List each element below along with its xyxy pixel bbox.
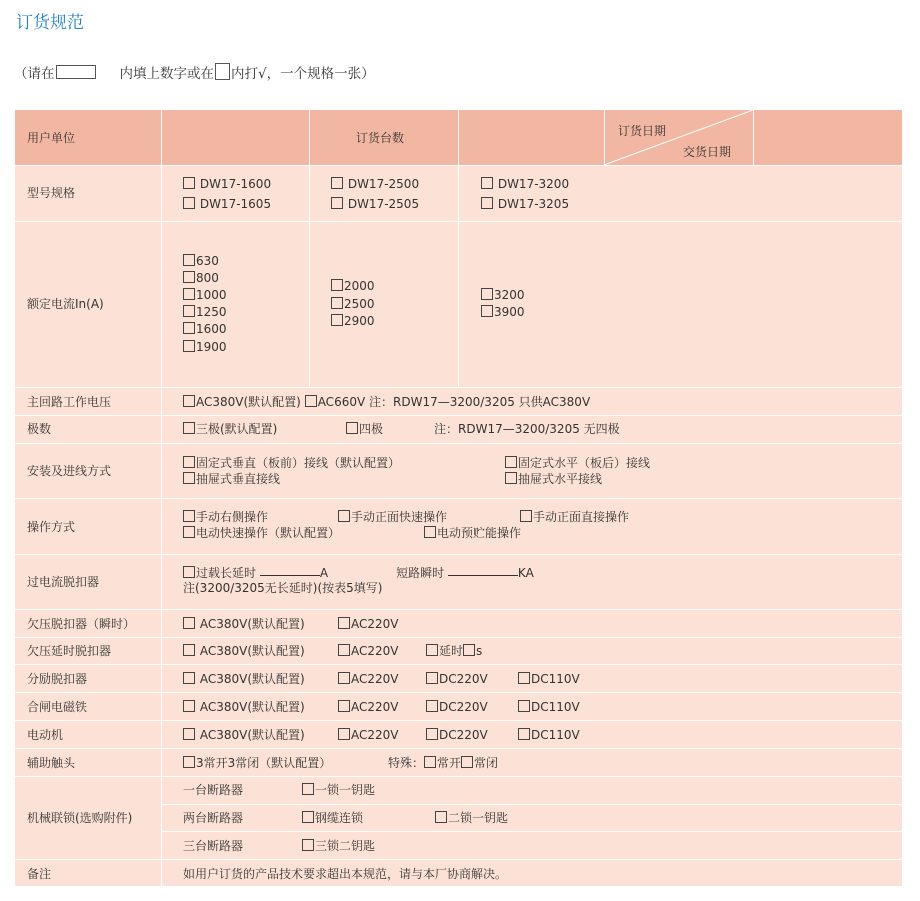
page-title: 订货规范: [16, 13, 84, 33]
checkbox[interactable]: [331, 314, 343, 326]
row-divider: [15, 415, 902, 416]
poles-label: 极数: [27, 422, 52, 436]
undervoltage-option[interactable]: AC380V(默认配置): [183, 616, 305, 632]
order-form: [15, 110, 902, 886]
checkbox[interactable]: [435, 811, 447, 823]
checkbox[interactable]: [183, 305, 195, 317]
shunt-option[interactable]: AC380V(默认配置): [183, 671, 305, 687]
checkbox[interactable]: [331, 197, 343, 209]
user-unit-label: 用户单位: [27, 131, 76, 145]
checkbox[interactable]: [426, 700, 438, 712]
row-divider: [15, 776, 902, 777]
checkbox[interactable]: [183, 700, 195, 712]
checkbox[interactable]: [183, 395, 195, 407]
operation-option[interactable]: 手动右侧操作: [183, 509, 268, 525]
checkbox[interactable]: [183, 177, 195, 189]
checkbox[interactable]: [183, 340, 195, 352]
current-option[interactable]: 2500: [331, 296, 375, 312]
closing-option[interactable]: AC220V: [338, 699, 399, 715]
rated-current-label: 额定电流In(A): [27, 297, 104, 311]
interlock-row1-label: 一台断路器: [183, 783, 244, 797]
current-option[interactable]: 630: [183, 253, 219, 269]
operation-option[interactable]: 电动预贮能操作: [424, 525, 521, 541]
install-option[interactable]: 固定式水平（板后）接线: [505, 455, 650, 471]
undervoltage-delay-label: 欠压延时脱扣器: [27, 644, 112, 658]
checkbox[interactable]: [183, 644, 195, 656]
overcurrent-label: 过电流脱扣器: [27, 575, 100, 589]
aux-option[interactable]: 3常开3常闭（默认配置）: [183, 755, 331, 771]
checkbox[interactable]: [183, 422, 195, 434]
checkbox[interactable]: [461, 756, 473, 768]
aux-label: 辅助触头: [27, 756, 76, 770]
checkbox[interactable]: [302, 811, 314, 823]
remark-label: 备注: [27, 867, 52, 881]
current-option[interactable]: 1900: [183, 339, 227, 355]
closing-option[interactable]: DC110V: [518, 699, 580, 715]
checkbox[interactable]: [183, 526, 195, 538]
checkbox[interactable]: [183, 728, 195, 740]
current-option[interactable]: 3900: [481, 304, 525, 320]
closing-option[interactable]: AC380V(默认配置): [183, 699, 305, 715]
checkbox[interactable]: [520, 510, 532, 522]
checkbox[interactable]: [331, 297, 343, 309]
row-divider: [15, 387, 902, 388]
motor-option[interactable]: DC110V: [518, 727, 580, 743]
shunt-option[interactable]: DC110V: [518, 671, 580, 687]
model-option[interactable]: DW17-3205: [481, 196, 569, 212]
checkbox[interactable]: [183, 322, 195, 334]
checkbox[interactable]: [505, 472, 517, 484]
checkbox[interactable]: [424, 526, 436, 538]
row-divider: [15, 692, 902, 693]
checkbox[interactable]: [183, 271, 195, 283]
motor-label: 电动机: [27, 728, 64, 742]
checkbox[interactable]: [183, 472, 195, 484]
checkbox[interactable]: [338, 700, 350, 712]
checkbox-sample: [215, 63, 230, 80]
row-divider: [161, 831, 902, 832]
delivery-date-label: 交货日期: [683, 145, 732, 159]
checkbox[interactable]: [426, 644, 438, 656]
instruction-line: [14, 62, 375, 82]
install-option[interactable]: 抽屉式垂直接线: [183, 471, 280, 487]
interlock-option[interactable]: 钢缆连锁: [302, 810, 363, 826]
row-divider: [15, 637, 902, 638]
model-option[interactable]: DW17-3200: [481, 176, 569, 192]
model-option[interactable]: DW17-1605: [183, 196, 271, 212]
checkbox[interactable]: [183, 756, 195, 768]
checkbox[interactable]: [518, 672, 530, 684]
checkbox[interactable]: [338, 644, 350, 656]
checkbox[interactable]: [505, 456, 517, 468]
checkbox[interactable]: [481, 288, 493, 300]
undervoltage-delay-option[interactable]: AC380V(默认配置): [183, 643, 305, 659]
checkbox[interactable]: [183, 617, 195, 629]
checkbox[interactable]: [424, 756, 436, 768]
short-instant-blank[interactable]: [448, 575, 518, 576]
install-option[interactable]: 固定式垂直（板前）接线（默认配置）: [183, 455, 400, 471]
checkbox[interactable]: [183, 510, 195, 522]
checkbox[interactable]: [338, 672, 350, 684]
checkbox[interactable]: [183, 566, 195, 578]
row-divider: [15, 443, 902, 444]
undervoltage-delay-time[interactable]: 延时 s: [426, 643, 482, 659]
interlock-label: 机械联锁(选购附件): [27, 811, 133, 825]
row-divider: [15, 748, 902, 749]
current-option[interactable]: 3200: [481, 287, 525, 303]
model-option[interactable]: DW17-2505: [331, 196, 419, 212]
current-option[interactable]: 800: [183, 270, 219, 286]
row-divider: [161, 804, 902, 805]
undervoltage-option[interactable]: AC220V: [338, 616, 399, 632]
instruction-part1: （请在: [14, 66, 55, 82]
instruction-part2: 内填上数字或在: [119, 66, 214, 82]
install-label: 安装及进线方式: [27, 464, 112, 478]
closing-option[interactable]: DC220V: [426, 699, 488, 715]
operation-option[interactable]: 电动快速操作（默认配置）: [183, 525, 340, 541]
row-divider: [15, 554, 902, 555]
current-option[interactable]: 1000: [183, 287, 227, 303]
checkbox[interactable]: [302, 783, 314, 795]
model-option[interactable]: DW17-1600: [183, 176, 271, 192]
checkbox[interactable]: [183, 288, 195, 300]
checkbox[interactable]: [518, 728, 530, 740]
order-qty-label: 订货台数: [356, 131, 405, 145]
checkbox[interactable]: [183, 456, 195, 468]
shunt-label: 分励脱扣器: [27, 672, 88, 686]
checkbox[interactable]: [426, 672, 438, 684]
checkbox[interactable]: [338, 510, 350, 522]
model-option[interactable]: DW17-2500: [331, 176, 419, 192]
interlock-option[interactable]: 三锁二钥匙: [302, 838, 375, 854]
current-option[interactable]: 1250: [183, 304, 227, 320]
checkbox[interactable]: [338, 728, 350, 740]
checkbox[interactable]: [305, 395, 317, 407]
model-label: 型号规格: [27, 186, 76, 200]
operation-option[interactable]: 手动正面直接操作: [520, 509, 629, 525]
undervoltage-delay-option[interactable]: AC220V: [338, 643, 399, 659]
aux-special: 特殊： 常开 常闭: [388, 756, 499, 770]
poles-option[interactable]: 三极(默认配置): [183, 421, 277, 437]
install-option[interactable]: 抽屉式水平接线: [505, 471, 602, 487]
remark-text: 如用户订货的产品技术要求超出本规范，请与本厂协商解决。: [183, 867, 508, 881]
interlock-option[interactable]: 二锁一钥匙: [435, 810, 508, 826]
poles-option[interactable]: 四极: [346, 421, 383, 437]
closing-label: 合闸电磁铁: [27, 700, 88, 714]
row-divider: [15, 859, 902, 860]
voltage-label: 主回路工作电压: [27, 395, 112, 409]
operation-option[interactable]: 手动正面快速操作: [338, 509, 447, 525]
interlock-row3-label: 三台断路器: [183, 839, 244, 853]
motor-option[interactable]: AC380V(默认配置): [183, 727, 305, 743]
motor-option[interactable]: AC220V: [338, 727, 399, 743]
undervoltage-label: 欠压脱扣器（瞬时）: [27, 617, 136, 631]
col-divider: [161, 110, 162, 886]
date-diagonal-line: [15, 110, 902, 166]
current-option[interactable]: 2000: [331, 278, 375, 294]
row-divider: [15, 498, 902, 499]
overcurrent-settings: 过载长延时 A 短路瞬时 KA: [183, 565, 534, 581]
order-date-label: 订货日期: [618, 124, 667, 138]
interlock-option[interactable]: 一锁一钥匙: [302, 782, 375, 798]
voltage-options: AC380V(默认配置) AC660V 注：RDW17—3200/3205 只供AC380V: [183, 394, 590, 410]
checkbox[interactable]: [481, 197, 493, 209]
checkbox[interactable]: [518, 700, 530, 712]
shunt-option[interactable]: DC220V: [426, 671, 488, 687]
checkbox[interactable]: [481, 305, 493, 317]
blank-box-sample: [56, 65, 96, 79]
row-divider: [15, 720, 902, 721]
checkbox[interactable]: [183, 197, 195, 209]
row-divider: [15, 664, 902, 665]
delay-seconds-box[interactable]: [463, 644, 475, 656]
checkbox[interactable]: [481, 177, 493, 189]
current-option[interactable]: 1600: [183, 321, 227, 337]
operation-label: 操作方式: [27, 520, 76, 534]
checkbox[interactable]: [183, 672, 195, 684]
long-delay-blank[interactable]: [260, 575, 320, 576]
poles-note: 注：RDW17—3200/3205 无四极: [434, 422, 620, 436]
motor-option[interactable]: DC220V: [426, 727, 488, 743]
checkbox[interactable]: [183, 254, 195, 266]
row-divider: [15, 609, 902, 610]
current-option[interactable]: 2900: [331, 313, 375, 329]
checkbox[interactable]: [331, 177, 343, 189]
interlock-row2-label: 两台断路器: [183, 811, 244, 825]
checkbox[interactable]: [302, 839, 314, 851]
shunt-option[interactable]: AC220V: [338, 671, 399, 687]
overcurrent-note: 注(3200/3205无长延时)(按表5填写): [183, 581, 383, 595]
checkbox[interactable]: [338, 617, 350, 629]
checkbox[interactable]: [426, 728, 438, 740]
instruction-part3: 内打√，一个规格一张）: [231, 66, 375, 82]
checkbox[interactable]: [331, 279, 343, 291]
checkbox[interactable]: [346, 422, 358, 434]
